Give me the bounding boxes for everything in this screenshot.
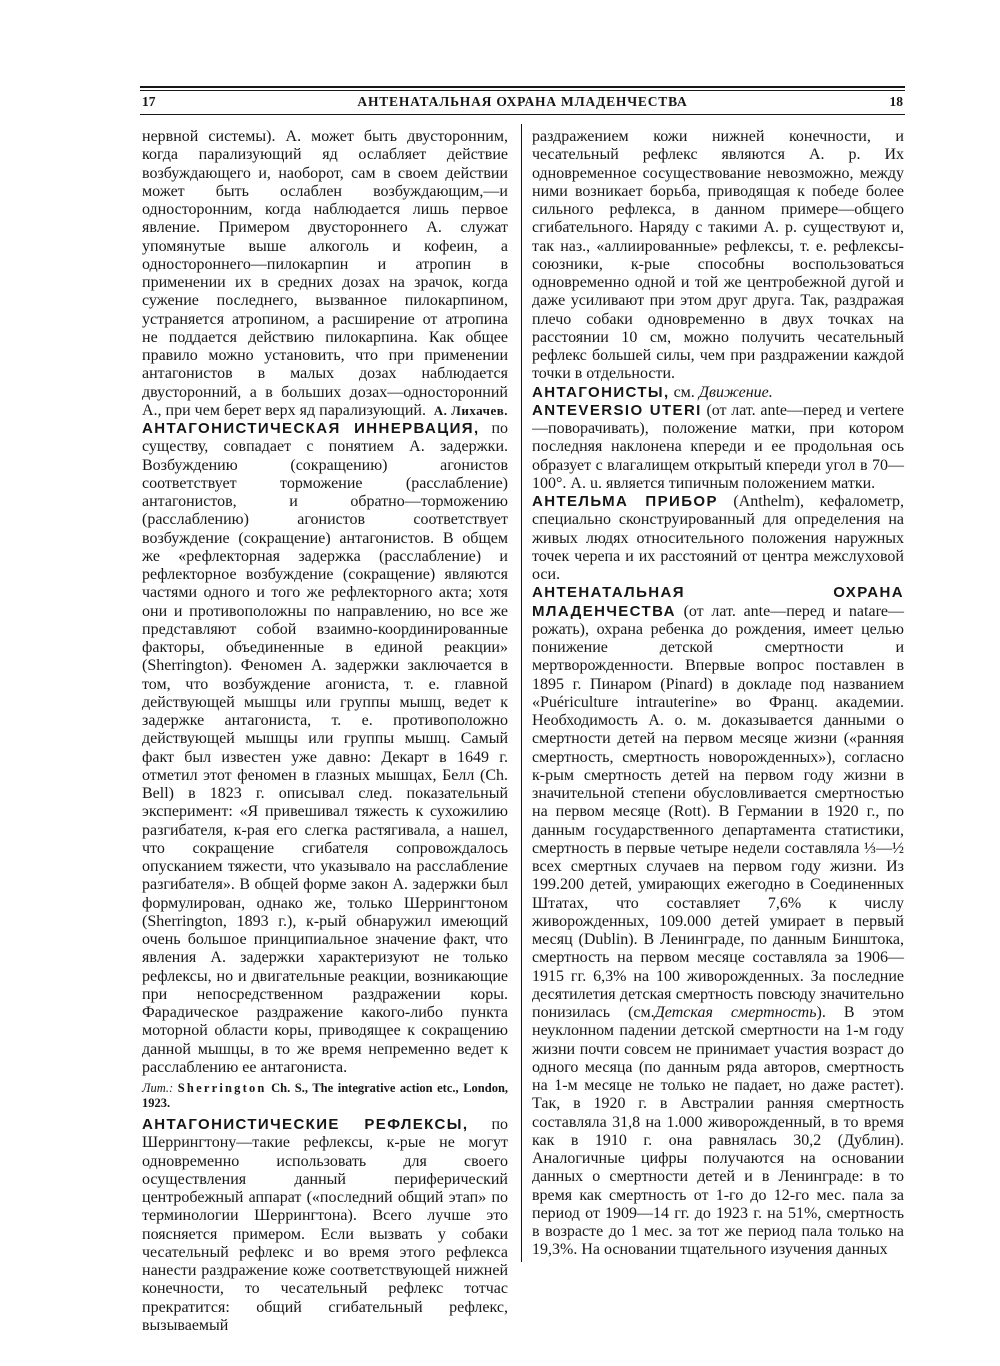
entry-headword: АНТАГОНИСТИЧЕСКИЕ РЕФЛЕКСЫ, [142, 1116, 469, 1133]
author-signature: А. Лихачев. [433, 402, 508, 418]
entry-headword: АНТЕЛЬМА ПРИБОР [532, 493, 718, 510]
entry-antagonistic-reflexes [142, 1116, 508, 1335]
entry-text: (от лат. ante—перед и natare—рожать), охрана ребенка до рождения, имеет целью понижение детской смертности и мертворожденности. Впервые вопрос поставлен в 1895 г. Пинаром (Pinard) в докладе под названием «Puériculture intrauterine» во Франц. академии. Необходимость А. о. м. доказывается данными о смертности детей на первом месяце жизни («ранняя смертность, смертность новорожденных»), согласно к-рым смертность детей на первом году жизни в значительной степени обусловливается смертностью на первом месяце (Rott). В Германии в 1920 г., по данным государственного департамента статистики, смертность в первые четыре недели составляла ⅓—½ всех смертных случаев на первом году жизни. Из 199.200 детей, умирающих ежегодно в Соединенных Штатах, что составляет 7,6% к числу живорожденных, 109.000 детей умирает в первый месяц (Dublin). В Ленинграде, по данным Бинштока, смертность на первом месяце составляла за 1906—1915 гг. 6,3% на 100 живорожденных. За последние десятилетия детская смертность повсюду значительно понизилась (см. [532, 602, 905, 1021]
literature-label: Лит.: [142, 1081, 174, 1095]
entry-headword: ANTEVERSIO UTERI [532, 401, 702, 419]
entry-text: по Шеррингтону—такие рефлексы, к-рые не могут одновременно использовать для своего осуществления данный периферический центробежный аппарат («последний общий этап» по терминологии Шеррингтона). Всего лучше это поясняется примером. Если вызвать у собаки чесательный рефлекс и во время этого рефлекса нанести раздражение коже соответствующей нижней конечности, то чесательный рефлекс тотчас прекратится: общий сгибательный рефлекс, вызываемый [142, 1116, 508, 1334]
entry-anteversio-uteri [532, 402, 904, 493]
right-column [532, 128, 904, 1260]
cross-reference: Движение. [698, 383, 773, 401]
column-divider [521, 124, 522, 1262]
cross-reference: Детская смертность [654, 1004, 817, 1021]
paragraph-text: нервной системы). А. может быть двусторонним, когда парализующий яд ослабляет действие возбуждающего и, наоборот, сам в своем действии может быть ослаблен возбуждающим,—и односторонним, когда наблюдается лишь первое явление. Примером двустороннего А. служат упомянутые выше алкоголь и кофеин, а одностороннего—пилокарпин и атропин в применении их в средних дозах на зрачок, когда сужение последнего, вызванное пилокарпином, устраняется атропином, а расширение от атропина не поддается действию пилокарпина. Как общее правило можно установить, что при применении антагонистов в малых дозах наблюдается двусторонний, а в больших дозах—односторонний А., при чем берет верх яд парализующий. [142, 128, 508, 419]
paragraph-continued [142, 128, 508, 420]
page-number-left: 17 [142, 94, 156, 109]
entry-antagonistic-innervation [142, 420, 508, 1077]
entry-antagonists [532, 384, 904, 402]
entry-text: (Anthelm), кефалометр, специально сконструированный для определения на живых людях относительного положения наружных точек черепа и их расстояний от центра межслуховой оси. [532, 493, 904, 583]
running-header [140, 94, 905, 112]
entry-antenatal-care [532, 584, 904, 1259]
paragraph-text: раздражением кожи нижней конечности, и чесательный рефлекс являются А. р. Их одновременное сосуществование невозможно, между ними возникает борьба, приводящая к победе более сильного рефлекса, в данном примере—общего сгибательного. Наряду с такими А. р. существуют и, так наз., «аллиированные» рефлексы, т. е. рефлексы-союзники, к-рые способны воспользоваться одновременно одной и той же центробежной дугой и даже усиливают при этом друг друга. Так, раздражая плечо собаки одновременно в двух точках на расстоянии 10 см, можно получить чесательный рефлекс большей силы, чем при раздражении каждой точки в отдельности. [532, 128, 904, 383]
left-column [142, 128, 508, 1335]
top-rule-thin [140, 90, 905, 91]
entry-headword: АНТЕНАТАЛЬНАЯ ОХРАНА МЛАДЕНЧЕСТВА [532, 584, 904, 620]
literature-author: Sherrington [177, 1081, 267, 1095]
entry-text-continued: ). В этом неуклонном падении детской смертности на 1-м году жизни почти совсем не принимает участия возраст до одного месяца (по данным ряда авторов, смертность на 1-м месяце не только не падает, но даже растет). Так, в 1920 г. в Австралии ранняя смертность составляла 31,8 на 1.000 живорожденный, в то время как в 1910 г. она равнялась 30,2 (Дублин). Аналогичные цифры получаются на основании данных о смертности детей и в Ленинграде: в то время как смертность от 1-го до 12-го мес. пала за период от 1909—14 гг. до 1923 г. на 51%, смертность в возрасте до 1 мес. за тот же период пала только на 19,3%. На основании тщательного изучения данных [532, 1004, 904, 1259]
page-number-right: 18 [889, 94, 903, 109]
entry-anthelm-device [532, 493, 904, 584]
literature-source: Ch. S., The integrative action etc., London, 1923. [142, 1081, 509, 1110]
entry-text: (от лат. ante—перед и vertere—поворачивать), положение матки, при котором последняя наклонена кпереди и ее продольная ось образует с влагалищем открытый кпереди угол в 70—100°. A. u. является типичным положением матки. [532, 401, 904, 492]
running-title: АНТЕНАТАЛЬНАЯ ОХРАНА МЛАДЕНЧЕСТВА [357, 94, 688, 109]
literature-reference [142, 1081, 508, 1111]
paragraph-continued [532, 128, 904, 384]
header-rule [140, 114, 905, 115]
entry-headword: АНТАГОНИСТИЧЕСКАЯ ИННЕРВАЦИЯ, [142, 420, 480, 437]
entry-text: по существу, совпадает с понятием А. задержки. Возбуждению (сокращению) агонистов соответствует торможение (расслабление) антагонистов, и обратно—торможению (расслаблению) агонистов соответствует возбуждение (сокращение) антагонистов. В общем же «рефлекторная задержка (расслабление) и рефлекторное возбуждение (сокращение) являются частями одного и того же рефлекторного акта; хотя они и противоположны по направлению, но все же представляют собой взаимно-координированные факторы, объединенные в единой реакции» (Sherrington). Феномен А. задержки заключается в том, что возбуждение агониста, т. е. главной действующей мышцы или группы мышц, ведет к задержке антагониста, т. е. противоположно действующей мышцы или группы мышц. Самый факт был известен уже давно: Декарт в 1649 г. отметил этот феномен в глазных мышцах, Белл (Ch. Bell) в 1823 г. описывал след. показательный эксперимент: «Я привешивал тяжесть к сухожилию разгибателя, к-рая его слегка растягивала, а нашел, что сокращение сгибателя сопровождалось опусканием тяжести, что указывало на расслабление разгибателя». В общей форме закон А. задержки был формулирован, однако же, только Шеррингтоном (Sherrington, 1893 г.), к-рый обнаружил имеющий очень большое принципиальное значение факт, что явления А. задержки характеризуют не только рефлексы, но и двигательные реакции, возникающие при непосредственном раздражении коры. Фарадическое раздражение какого-либо пункта моторной области коры, приводящее к сокращению данной мышцы, в то же время непременно ведет к расслаблению ее антагониста. [142, 420, 508, 1076]
entry-headword: АНТАГОНИСТЫ, [532, 383, 670, 401]
entry-text: см. [673, 383, 695, 401]
top-rule [140, 86, 905, 88]
